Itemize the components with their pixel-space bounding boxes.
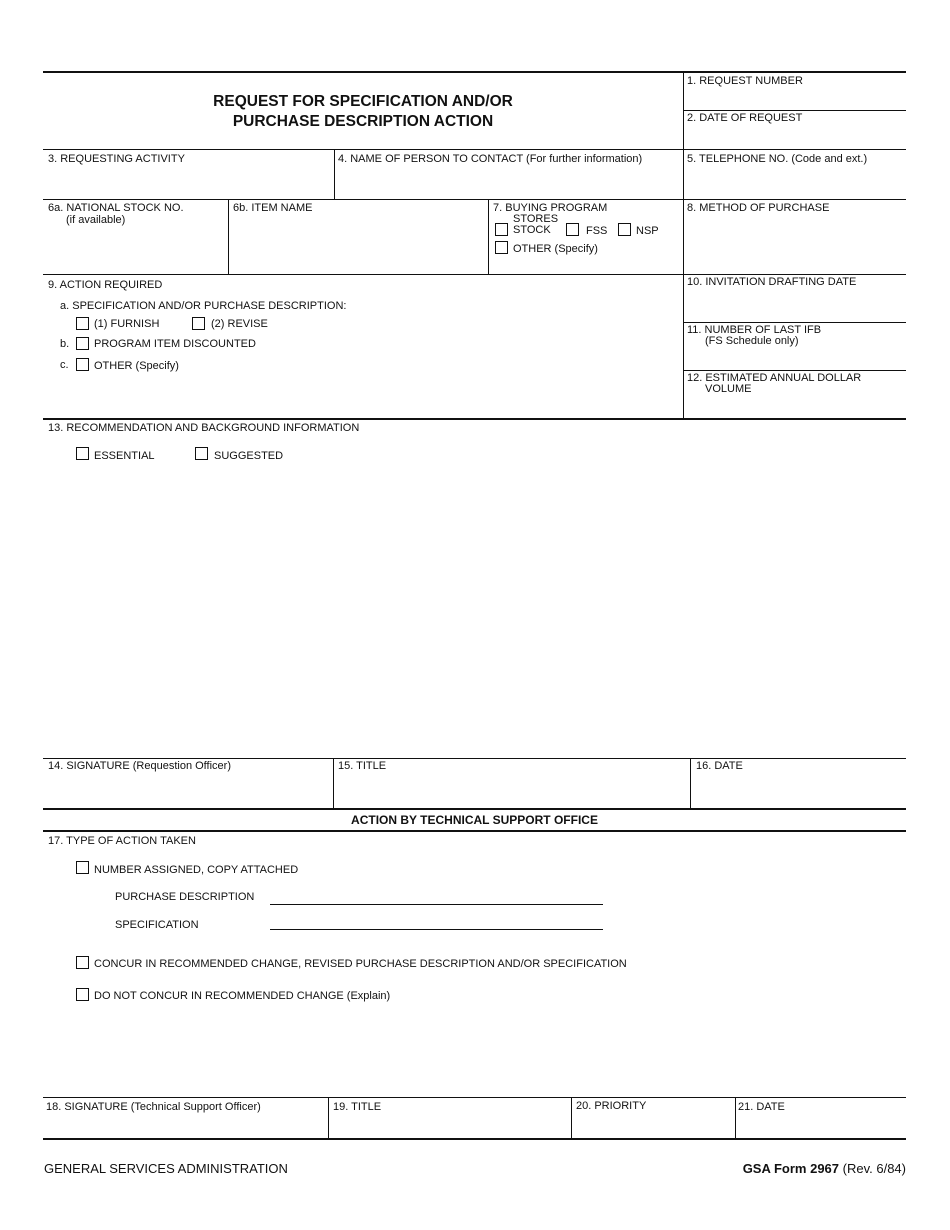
rule-20-21 (735, 1098, 736, 1138)
rule-row4 (43, 418, 906, 420)
stores-label: STORES (513, 213, 559, 225)
revise-checkbox[interactable] (192, 317, 205, 330)
requester-title-label: 15. TITLE (338, 760, 387, 772)
buying-other-checkbox[interactable] (495, 241, 508, 254)
rule-10-11 (683, 322, 906, 323)
last-ifb-label: 11. NUMBER OF LAST IFB (687, 324, 822, 336)
invitation-drafting-date-label: 10. INVITATION DRAFTING DATE (687, 276, 857, 288)
fss-label: FSS (586, 225, 608, 237)
priority-label: 20. PRIORITY (576, 1100, 647, 1112)
form-revision: (Rev. 6/84) (842, 1161, 906, 1176)
date-of-request-label: 2. DATE OF REQUEST (687, 112, 803, 124)
action-required-label: 9. ACTION REQUIRED (48, 279, 163, 291)
rule-6a-6b (228, 200, 229, 274)
rule-19-20 (571, 1098, 572, 1138)
concur-checkbox[interactable] (76, 956, 89, 969)
tso-signature-label: 18. SIGNATURE (Technical Support Officer) (46, 1101, 261, 1113)
tso-date-label: 21. DATE (738, 1101, 785, 1113)
specification-label: SPECIFICATION (115, 919, 199, 931)
requester-date-label: 16. DATE (696, 760, 743, 772)
spec-purchase-desc-label: a. SPECIFICATION AND/OR PURCHASE DESCRIPTION: (60, 300, 347, 312)
fss-checkbox[interactable] (566, 223, 579, 236)
form-id (743, 1161, 906, 1176)
suggested-checkbox[interactable] (195, 447, 208, 460)
annual-dollar-volume-sublabel: VOLUME (705, 383, 752, 395)
concur-label: CONCUR IN RECOMMENDED CHANGE, REVISED PURCHASE DESCRIPTION AND/OR SPECIFICATION (94, 958, 627, 970)
top-border (43, 71, 906, 73)
do-not-concur-checkbox[interactable] (76, 988, 89, 1001)
rule-tso-top (43, 808, 906, 810)
request-number-label: 1. REQUEST NUMBER (687, 75, 803, 87)
rule-req-date (683, 110, 906, 111)
furnish-label: (1) FURNISH (94, 318, 160, 330)
do-not-concur-label: DO NOT CONCUR IN RECOMMENDED CHANGE (Explain) (94, 990, 391, 1002)
purchase-description-line[interactable] (270, 904, 603, 905)
nsp-checkbox[interactable] (618, 223, 631, 236)
telephone-label: 5. TELEPHONE NO. (Code and ext.) (687, 153, 868, 165)
specification-line[interactable] (270, 929, 603, 930)
item-name-label: 6b. ITEM NAME (233, 202, 313, 214)
furnish-checkbox[interactable] (76, 317, 89, 330)
requestion-officer-signature-label: 14. SIGNATURE (Requestion Officer) (48, 760, 231, 772)
rule-sig2-top (43, 1097, 906, 1098)
suggested-label: SUGGESTED (214, 450, 284, 462)
last-ifb-sublabel: (FS Schedule only) (705, 335, 799, 347)
rule-6b-7 (488, 200, 489, 274)
method-of-purchase-label: 8. METHOD OF PURCHASE (687, 202, 830, 214)
rule-row1 (43, 149, 906, 150)
tso-section-heading: ACTION BY TECHNICAL SUPPORT OFFICE (351, 813, 598, 827)
rule-11-12 (683, 370, 906, 371)
item-c-prefix: c. (60, 359, 69, 371)
rule-14-15 (333, 759, 334, 808)
program-discounted-checkbox[interactable] (76, 337, 89, 350)
header-divider (683, 72, 684, 418)
buying-other-label: OTHER (Specify) (513, 243, 598, 255)
type-of-action-label: 17. TYPE OF ACTION TAKEN (48, 835, 196, 847)
program-discounted-label: PROGRAM ITEM DISCOUNTED (94, 338, 256, 350)
form-title-line2: PURCHASE DESCRIPTION ACTION (232, 113, 494, 130)
rule-sig-top (43, 758, 906, 759)
form-title (43, 92, 683, 132)
number-assigned-label: NUMBER ASSIGNED, COPY ATTACHED (94, 864, 299, 876)
item-b-prefix: b. (60, 338, 70, 350)
rule-row3 (43, 274, 906, 275)
action-other-checkbox[interactable] (76, 358, 89, 371)
form-title-line1: REQUEST FOR SPECIFICATION AND/OR (213, 93, 513, 110)
agency-name: GENERAL SERVICES ADMINISTRATION (44, 1161, 288, 1176)
annual-dollar-volume-label: 12. ESTIMATED ANNUAL DOLLAR (687, 372, 862, 384)
essential-checkbox[interactable] (76, 447, 89, 460)
nsp-label: NSP (636, 225, 659, 237)
action-other-label: OTHER (Specify) (94, 360, 179, 372)
requesting-activity-label: 3. REQUESTING ACTIVITY (48, 153, 185, 165)
rule-row2 (43, 199, 906, 200)
rule-tso-bottom (43, 830, 906, 832)
recommendation-label: 13. RECOMMENDATION AND BACKGROUND INFORMATION (48, 422, 360, 434)
purchase-description-label: PURCHASE DESCRIPTION (115, 891, 255, 903)
stock-checkbox[interactable] (495, 223, 508, 236)
tso-title-label: 19. TITLE (333, 1101, 382, 1113)
buying-program-label: 7. BUYING PROGRAM (493, 202, 608, 214)
rule-bottom (43, 1138, 906, 1140)
national-stock-no-label: 6a. NATIONAL STOCK NO. (48, 202, 184, 214)
essential-label: ESSENTIAL (94, 450, 155, 462)
rule-18-19 (328, 1098, 329, 1138)
revise-label: (2) REVISE (211, 318, 268, 330)
number-assigned-checkbox[interactable] (76, 861, 89, 874)
rule-15-16 (690, 759, 691, 808)
contact-person-label: 4. NAME OF PERSON TO CONTACT (For further information) (338, 153, 643, 165)
rule-3-4 (334, 150, 335, 199)
form-number: GSA Form 2967 (742, 1161, 840, 1176)
stock-label: STOCK (513, 224, 551, 236)
national-stock-no-sublabel: (if available) (66, 214, 126, 226)
